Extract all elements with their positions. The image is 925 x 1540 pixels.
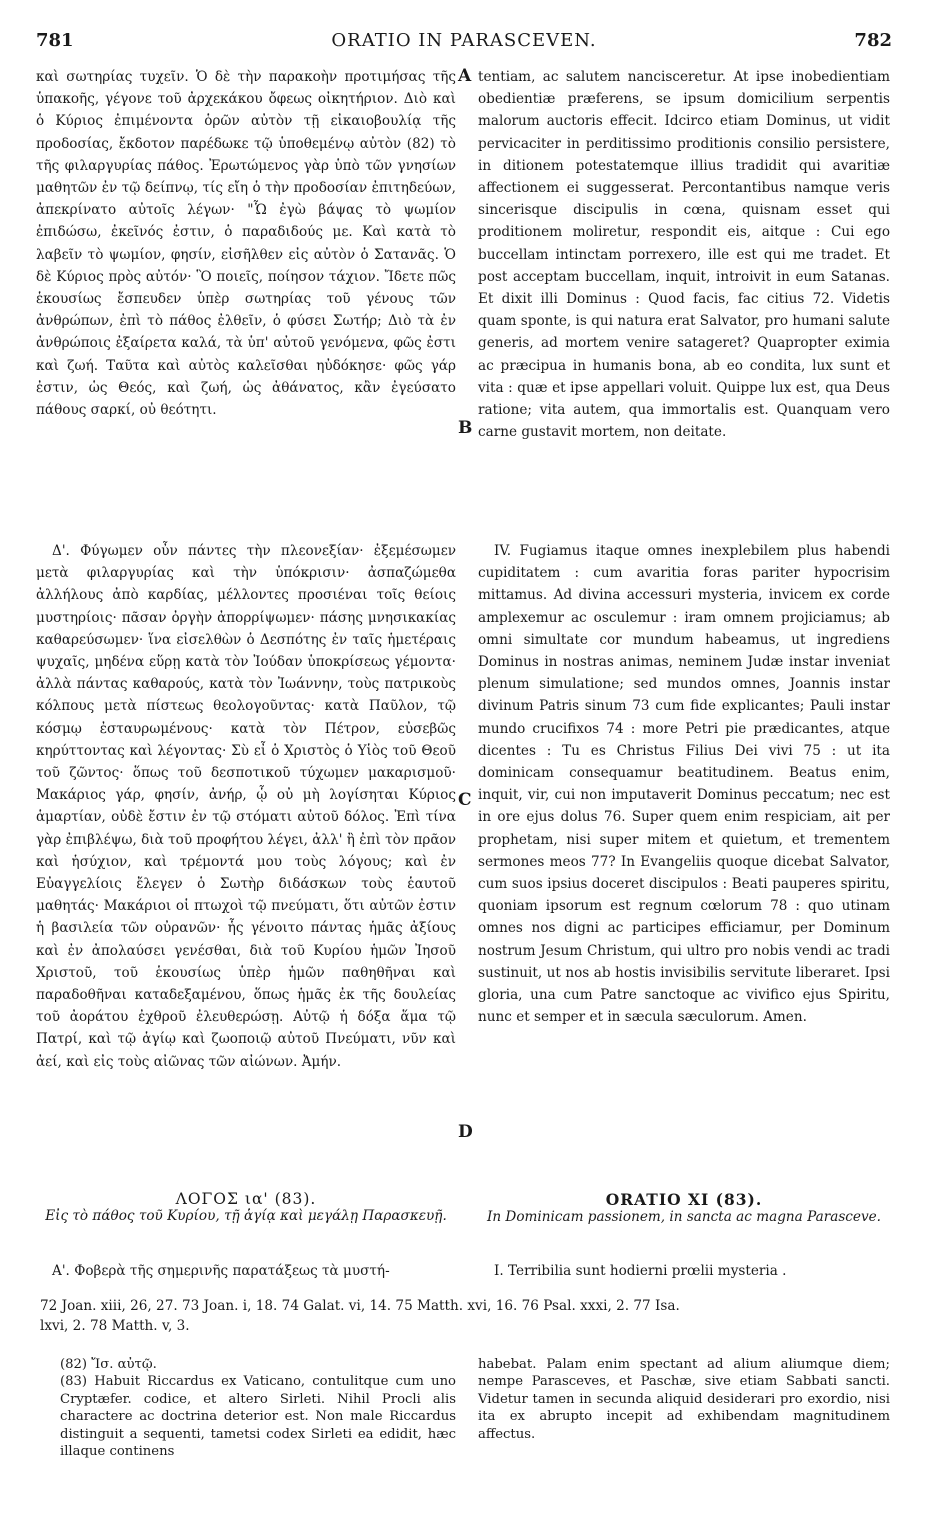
page-number-right: 782 bbox=[854, 30, 892, 51]
greek-paragraph-3: Α'. Φοβερὰ τῆς σημερινῆς παρατάξεως τὰ μυστή- bbox=[52, 1263, 390, 1279]
latin-oration-heading bbox=[478, 1190, 890, 1225]
note-82: (82) Ἴσ. αὐτῷ. bbox=[60, 1357, 157, 1372]
scripture-references-line-2: lxvi, 2. 78 Matth. v, 3. bbox=[40, 1318, 190, 1334]
latin-paragraph-2: IV. Fugiamus itaque omnes inexplebilem plus habendi cupiditatem : cum avaritia foras pariter hypocrisim mittamus. Ad divina accessuri mysteria, invicem ex corde amplexemur ac osculemur : iram omnem projiciamus; ab omni simultate cor mundum habeamus, ut ingrediens Dominus in nostras animas, neminem Judæ instar inveniat plenum simulatione; sed mundos omnes, Joannis instar divinum Patris sinum 73 cum fide explicantes; Pauli instar mundo crucifixos 74 : more Petri pie prædicantes, atque dicentes : Tu es Christus Filius Dei vivi 75 : ut ita dominicam consequamur beatitudinem. Beatus enim, inquit, vir, cui non imputaverit Dominus peccatum; nec est in ore ejus dolus 76. Super quem enim respiciam, ait per prophetam, nisi super mitem et quietum, et trementem sermones meos 77? In Evangeliis quoque dicebat Salvator, cum suos ipsius doceret discipulos : Beati pauperes spiritu, quoniam ipsorum est regnum cœlorum 78 : quo utinam omnes nos digni ac participes efficiamur, per Dominum nostrum Jesum Christum, qui ultro pro nobis vendi ac tradi sustinuit, ut nos ab hostis invisibilis servitute liberaret. Ipsi gloria, una cum Patre sanctoque ac vivifico ejus Spiritu, nunc et semper et in sæcula sæculorum. Amen. bbox=[478, 543, 890, 1026]
greek-paragraph-2: Δ'. Φύγωμεν οὖν πάντες τὴν πλεονεξίαν· ἐξεμέσωμεν μετὰ φιλαργυρίας καὶ τὴν ὑπόκρισιν· ἀσπαζώμεθα ἀλλήλους ἀπὸ καρδίας, μέλλοντες προσιέναι τοῖς θείοις μυστηρίοις· πᾶσαν ὀργὴν ἀπορρίψωμεν· πάσης μνησικακίας καθαρεύσωμεν· ἵνα εἰσελθὼν ὁ Δεσπότης ἐν ταῖς ἡμετέραις ψυχαῖς, μηδένα εὕρῃ κατὰ τὸν Ἰούδαν ὑποκρίσεως γέμοντα· ἀλλὰ πάντας καθαρούς, κατὰ τὸν Ἰωάννην, τοὺς πατρικοὺς κόλπους μετὰ πίστεως θεολογοῦντας· κατὰ Παῦλον, τῷ κόσμῳ ἐσταυρωμένους· κατὰ τὸν Πέτρον, εὐσεβῶς κηρύττοντας καὶ λέγοντας· Σὺ εἶ ὁ Χριστὸς ὁ Υἱὸς τοῦ Θεοῦ τοῦ ζῶντος· ὅπως τοῦ δεσποτικοῦ τύχωμεν μακαρισμοῦ· Μακάριος γάρ, φησίν, ἀνήρ, ᾧ οὐ μὴ λογίσηται Κύριος ἁμαρτίαν, οὐδὲ ἔστιν ἐν τῷ στόματι αὐτοῦ δόλος. Ἐπὶ τίνα γὰρ ἐπιβλέψω, διὰ τοῦ προφήτου λέγει, ἀλλ' ἢ ἐπὶ τὸν πρᾶον καὶ ἡσύχιον, καὶ τρέμοντά μου τοὺς λόγους; καὶ ἐν Εὐαγγελίοις ἔλεγεν ὁ Σωτὴρ διδάσκων τοὺς ἑαυτοῦ μαθητάς· Μακάριοι οἱ πτωχοὶ τῷ πνεύματι, ὅτι αὐτῶν ἐστιν ἡ βασιλεία τῶν οὐρανῶν· ἧς γένοιτο πάντας ἡμᾶς ἀξίους καὶ ἐν ἀπολαύσει γενέσθαι, διὰ τοῦ Κυρίου ἡμῶν Ἰησοῦ Χριστοῦ, τοῦ ἑκουσίως ὑπὲρ ἡμῶν παθηθῆναι καὶ παραδοθῆναι καταδεξαμένου, ὅπως ἡμᾶς ἐκ τῆς δουλείας τοῦ ἀοράτου ἐχθροῦ ἐλευθερώσῃ. Αὐτῷ ἡ δόξα ἅμα τῷ Πατρί, καὶ τῷ ἁγίῳ καὶ ζωοποιῷ αὐτοῦ Πνεύματι, νῦν καὶ ἀεί, καὶ εἰς τοὺς αἰῶνας τῶν αἰώνων. Ἀμήν. bbox=[36, 543, 456, 1070]
latin-oration-subtitle: In Dominicam passionem, in sancta ac magna Parasceve. bbox=[486, 1209, 882, 1225]
margin-letter-d: D bbox=[458, 1122, 473, 1142]
running-header bbox=[36, 30, 892, 56]
greek-column-top bbox=[36, 66, 456, 421]
greek-oration-title: ΛΟΓΟΣ ια' (83). bbox=[175, 1190, 317, 1208]
scripture-references-line-1: 72 Joan. xiii, 26, 27. 73 Joan. i, 18. 74 Galat. vi, 14. 75 Matth. xvi, 16. 76 Psal. xxxi, 2. 77 Isa. bbox=[40, 1298, 680, 1314]
editorial-notes-left bbox=[60, 1356, 456, 1460]
margin-letter-b: B bbox=[458, 418, 473, 438]
editorial-notes-right bbox=[478, 1356, 890, 1443]
latin-column-top bbox=[478, 66, 890, 443]
note-83: (83) Habuit Riccardus ex Vaticano, contulitque cum uno Cryptæfer. codice, et altero Sirleti. Nihil Procli alis charactere ac doctrina deterior est. Non male Riccardus distinguit a sequenti, tametsi codex Sirleti ea edidit, hæc illaque continens bbox=[60, 1374, 456, 1460]
margin-letter-c: C bbox=[458, 790, 472, 810]
latin-column-bottom bbox=[478, 1260, 890, 1282]
latin-paragraph-3: I. Terribilia sunt hodierni prœlii mysteria . bbox=[494, 1263, 787, 1279]
greek-oration-heading bbox=[36, 1190, 456, 1224]
greek-oration-subtitle: Εἰς τὸ πάθος τοῦ Κυρίου, τῇ ἁγίᾳ καὶ μεγάλῃ Παρασκευῇ. bbox=[45, 1208, 447, 1224]
greek-paragraph-1: καὶ σωτηρίας τυχεῖν. Ὁ δὲ τὴν παρακοὴν προτιμήσας τῆς ὑπακοῆς, γέγονε τοῦ ἀρχεκάκου ὄφεως οἰκητήριον. Διὸ καὶ ὁ Κύριος ἐπιμένοντα ὁρῶν αὐτὸν τῇ εἰκαιοβουλίᾳ τῆς προδοσίας, ἔκδοτον παρέδωκε τῷ ὑποθεμένῳ αὐτὸν (82) τὸ τῆς φιλαργυρίας πάθος. Ἐρωτώμενος γὰρ ὑπὸ τῶν γνησίων μαθητῶν ἐν τῷ δείπνῳ, τίς εἴη ὁ τὴν προδοσίαν ἐπιτηδεύων, ἀπεκρίνατο αὐτοῖς λέγων· "Ὧ ἐγὼ βάψας τὸ ψωμίον ἐπιδώσω, ἐκεῖνός ἐστιν, ὁ παραδιδούς με. Καὶ κατὰ τὸ λαβεῖν τὸ ψωμίον, φησίν, εἰσῆλθεν εἰς αὐτὸν ὁ Σατανᾶς. Ὁ δὲ Κύριος πρὸς αὐτόν· Ὃ ποιεῖς, ποίησον τάχιον. Ἴδετε πῶς ἑκουσίως ἔσπευδεν ὑπὲρ σωτηρίας τοῦ γένους τῶν ἀνθρώπων, ἐπὶ τὸ πάθος ἐλθεῖν, ὁ φύσει Σωτήρ; Διὸ τὰ ἐν ἀνθρώποις ἐξαίρετα καλά, τὰ ὑπ' αὐτοῦ γενόμενα, φῶς ἐστι καὶ ζωή. Ταῦτα καὶ αὐτὸς καλεῖσθαι ηὐδόκησε· φῶς γάρ ἐστιν, ὡς Θεός, καὶ ζωή, ὡς ἀθάνατος, κἂν ἐγεύσατο πάθους σαρκί, οὐ θεότητι. bbox=[36, 69, 456, 419]
latin-column-section-4 bbox=[478, 540, 890, 1028]
page-number-left: 781 bbox=[36, 30, 74, 51]
note-83-continued: habebat. Palam enim spectant ad alium aliumque diem; nempe Parasceves, et Paschæ, sive etiam Sabbati sancti. Videtur tamen in secunda aliquid desiderari pro exordio, nisi ita ex abrupto incepit ad exhibendam magnitudinem affectus. bbox=[478, 1357, 890, 1442]
running-title: ORATIO IN PARASCEVEN. bbox=[331, 30, 597, 51]
greek-column-section-4 bbox=[36, 540, 456, 1073]
latin-oration-title: ORATIO XI (83). bbox=[605, 1190, 763, 1209]
greek-column-bottom bbox=[36, 1260, 456, 1282]
latin-paragraph-1: tentiam, ac salutem nancisceretur. At ipse inobedientiam obedientiæ præferens, se ipsum domicilium serpentis malorum auctoris effecit. Idcirco etiam Dominus, ut vidit pervicaciter in perditissimo proditionis consilio persistere, in ditionem potestatemque illius tradidit qui avaritiæ affectionem ei suggesserat. Percontantibus namque veris sincerisque discipulis in cœna, quisnam esset qui proditionem moliretur, respondit eis, aitque : Cui ego buccellam intinctam porrexero, ille est qui me tradet. Et post acceptam buccellam, inquit, introivit in eum Satanas. Et dixit illi Dominus : Quod facis, fac citius 72. Videtis quam sponte, is qui natura erat Salvator, pro humani salute generis, ad mortem venire satageret? Quapropter eximia ac præcipua in humanis bona, ab eo condita, lux sunt et vita : quæ et ipse appellari voluit. Quippe lux est, qua Deus ratione; vita autem, qua immortalis est. Quanquam vero carne gustavit mortem, non deitate. bbox=[478, 69, 890, 441]
margin-letter-a: A bbox=[458, 66, 472, 86]
